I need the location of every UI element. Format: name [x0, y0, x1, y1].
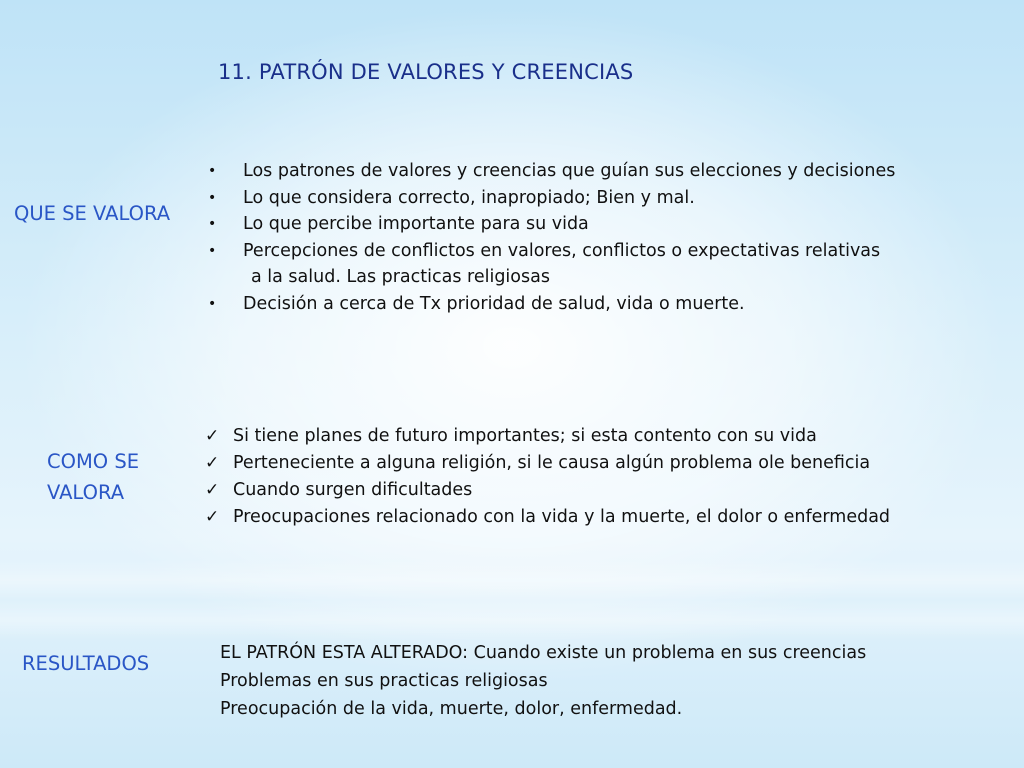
list-item: • Los patrones de valores y creencias que guían sus elecciones y decisiones [208, 158, 1008, 185]
como-se-valora-label-line2: VALORA [47, 481, 125, 504]
list-item-continuation: a la salud. Las practicas religiosas [251, 267, 550, 287]
checkmark-icon: ✓ [205, 507, 220, 527]
resultados-line: Preocupación de la vida, muerte, dolor, enfermedad. [220, 699, 683, 719]
checkmark-icon: ✓ [205, 453, 220, 473]
slide-title: 11. PATRÓN DE VALORES Y CREENCIAS [218, 60, 634, 84]
resultados-line: EL PATRÓN ESTA ALTERADO: Cuando existe un problema en sus creencias [220, 643, 867, 663]
resultados-text [220, 639, 866, 723]
como-se-valora-list [205, 423, 1015, 531]
list-item: ✓ Cuando surgen dificultades [205, 477, 1015, 504]
bullet-icon: • [208, 189, 217, 206]
bullet-icon: • [208, 216, 217, 232]
checkmark-icon: ✓ [205, 426, 220, 446]
como-se-valora-label [47, 446, 139, 508]
que-se-valora-list [208, 158, 1008, 317]
list-item: • Lo que considera correcto, inapropiado; Bien y mal. [208, 185, 1008, 212]
background-band [0, 600, 1024, 640]
list-item: ✓ Perteneciente a alguna religión, si le causa algún problema ole beneficia [205, 450, 1015, 477]
bullet-icon: • [208, 295, 217, 312]
como-se-valora-label-line1: COMO SE [47, 450, 140, 473]
bullet-icon: • [208, 242, 217, 259]
list-item: • Decisión a cerca de Tx prioridad de salud, vida o muerte. [208, 291, 1008, 318]
list-item: • Lo que percibe importante para su vida [208, 211, 1008, 238]
checkmark-icon: ✓ [205, 480, 220, 500]
resultados-label: RESULTADOS [22, 652, 150, 675]
bullet-icon: • [208, 163, 217, 179]
que-se-valora-label: QUE SE VALORA [14, 202, 171, 225]
background-band [0, 560, 1024, 600]
list-item: ✓ Si tiene planes de futuro importantes; si esta contento con su vida [205, 423, 1015, 450]
list-item: • Percepciones de conflictos en valores, conflictos o expectativas relativas a la salud. Las practicas religiosas [208, 238, 1008, 291]
list-item: ✓ Preocupaciones relacionado con la vida y la muerte, el dolor o enfermedad [205, 504, 1015, 531]
resultados-line: Problemas en sus practicas religiosas [220, 671, 548, 691]
